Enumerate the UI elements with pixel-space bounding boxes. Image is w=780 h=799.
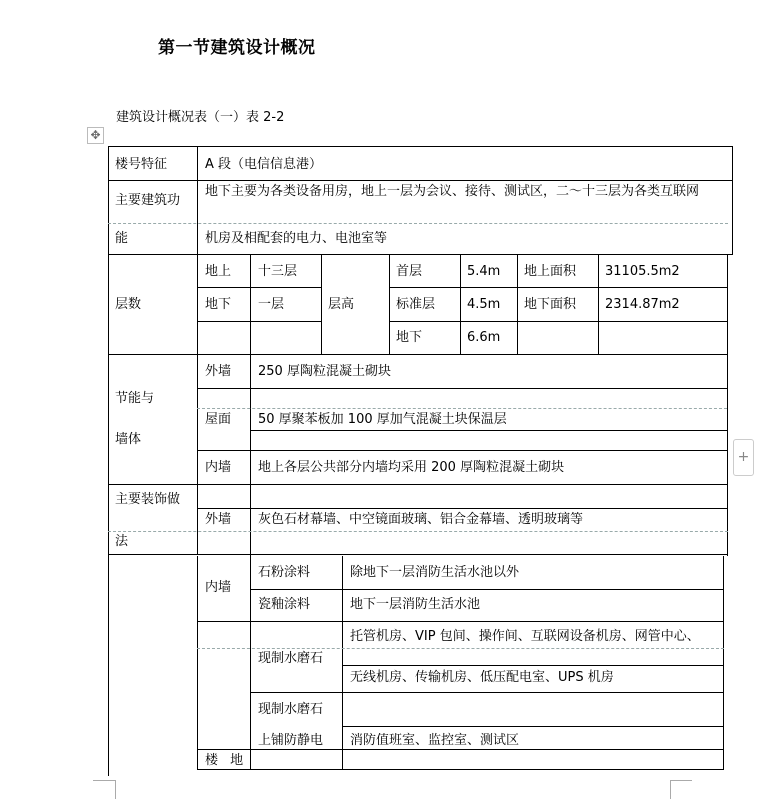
below-ground-value: 一层	[258, 297, 285, 312]
building-feature-value: A 段（电信信息港）	[205, 157, 323, 172]
page-corner-mark	[670, 780, 692, 781]
row-divider	[197, 321, 322, 322]
antistatic-label: 上铺防静电	[258, 733, 324, 748]
below-area-value: 2314.87m2	[605, 297, 680, 312]
decoration-exterior-label: 外墙	[205, 512, 232, 527]
table-right-border	[732, 146, 733, 254]
terrazzo-value: 托管机房、VIP 包间、操作间、互联网设备机房、网管中心、	[350, 629, 700, 644]
function-value: 机房及相配套的电力、电池室等	[205, 231, 388, 246]
floor-height-label: 层高	[328, 297, 355, 312]
col-divider	[598, 254, 599, 354]
row-divider	[197, 749, 724, 750]
above-ground-value: 十三层	[258, 264, 298, 279]
row-divider	[108, 180, 733, 181]
row-divider	[197, 769, 724, 770]
table-right-border	[727, 254, 728, 354]
function-value: 地下主要为各类设备用房，地上一层为会议、接待、测试区，二～十三层为各类互联网	[205, 184, 700, 199]
terrazzo-label: 现制水磨石	[258, 702, 324, 717]
dotted-row-divider	[197, 648, 724, 649]
lime-paint-label: 石粉涂料	[258, 565, 311, 580]
enamel-paint-value: 地下一层消防生活水池	[350, 597, 481, 612]
col-divider	[460, 254, 461, 354]
decoration-label: 主要装饰做	[115, 492, 181, 507]
first-floor-height: 5.4m	[467, 264, 501, 279]
row-divider	[108, 354, 728, 355]
row-divider	[250, 589, 724, 590]
page-corner-mark	[115, 780, 116, 799]
dotted-row-divider	[108, 531, 728, 532]
row-divider	[197, 287, 322, 288]
antistatic-value: 消防值班室、监控室、测试区	[350, 733, 520, 748]
above-ground-label: 地上	[205, 264, 232, 279]
below-ground-label: 地下	[205, 297, 232, 312]
decoration-interior-label: 内墙	[205, 580, 232, 595]
row-divider	[389, 287, 727, 288]
row-divider	[342, 726, 724, 727]
decoration-label: 法	[115, 534, 129, 549]
table-top-border	[108, 146, 733, 147]
floors-label: 层数	[115, 297, 142, 312]
basement-height: 6.6m	[467, 330, 501, 345]
exterior-wall-label: 外墙	[205, 364, 232, 379]
standard-floor-label: 标准层	[396, 297, 436, 312]
row-divider	[108, 484, 728, 485]
row-divider	[197, 450, 727, 451]
terrazzo-value: 无线机房、传输机房、低压配电室、UPS 机房	[350, 670, 614, 685]
col-divider	[197, 556, 198, 770]
col-divider	[250, 354, 251, 484]
move-arrows-icon[interactable]: ✥	[87, 127, 104, 144]
page-corner-mark	[670, 780, 671, 799]
col-divider	[250, 254, 251, 354]
interior-wall-value: 地上各层公共部分内墙均采用 200 厚陶粒混凝土砌块	[258, 460, 565, 475]
energy-label: 节能与	[115, 391, 155, 406]
function-label: 主要建筑功	[115, 193, 181, 208]
above-area-label: 地上面积	[524, 264, 577, 279]
roof-label: 屋面	[205, 412, 232, 427]
first-floor-label: 首层	[396, 264, 423, 279]
col-divider	[389, 254, 390, 354]
col-divider	[197, 146, 198, 554]
row-divider	[250, 692, 724, 693]
above-area-value: 31105.5m2	[605, 264, 680, 279]
dotted-row-divider	[197, 408, 727, 409]
page-corner-mark	[93, 780, 115, 781]
energy-label: 墙体	[115, 432, 142, 447]
decoration-exterior-value: 灰色石材幕墙、中空镜面玻璃、铝合金幕墙、透明玻璃等	[258, 512, 584, 527]
enamel-paint-label: 瓷釉涂料	[258, 597, 311, 612]
col-divider	[321, 254, 322, 354]
building-feature-label: 楼号特征	[115, 157, 168, 172]
dotted-row-divider	[108, 223, 728, 224]
col-divider	[517, 254, 518, 354]
page-heading: 第一节建筑设计概况	[158, 38, 316, 58]
exterior-wall-value: 250 厚陶粒混凝土砌块	[258, 364, 391, 379]
row-divider	[342, 665, 724, 666]
basement-label: 地下	[396, 330, 423, 345]
below-area-label: 地下面积	[524, 297, 577, 312]
table-left-border	[108, 146, 109, 776]
standard-floor-height: 4.5m	[467, 297, 501, 312]
row-divider	[108, 254, 733, 255]
plus-icon[interactable]: +	[733, 439, 754, 476]
floor-label: 楼 地	[205, 753, 248, 768]
roof-value: 50 厚聚苯板加 100 厚加气混凝土块保温层	[258, 412, 507, 427]
row-divider	[250, 430, 727, 431]
row-divider	[389, 321, 727, 322]
col-divider	[250, 484, 251, 770]
lime-paint-value: 除地下一层消防生活水池以外	[350, 565, 520, 580]
function-label: 能	[115, 231, 129, 246]
row-divider	[197, 621, 724, 622]
row-divider	[197, 388, 727, 389]
row-divider	[108, 554, 728, 555]
terrazzo-label: 现制水磨石	[258, 651, 324, 666]
interior-wall-label: 内墙	[205, 460, 232, 475]
table-caption: 建筑设计概况表（一）表 2-2	[116, 110, 285, 125]
row-divider	[197, 508, 727, 509]
table-right-border	[727, 354, 728, 556]
